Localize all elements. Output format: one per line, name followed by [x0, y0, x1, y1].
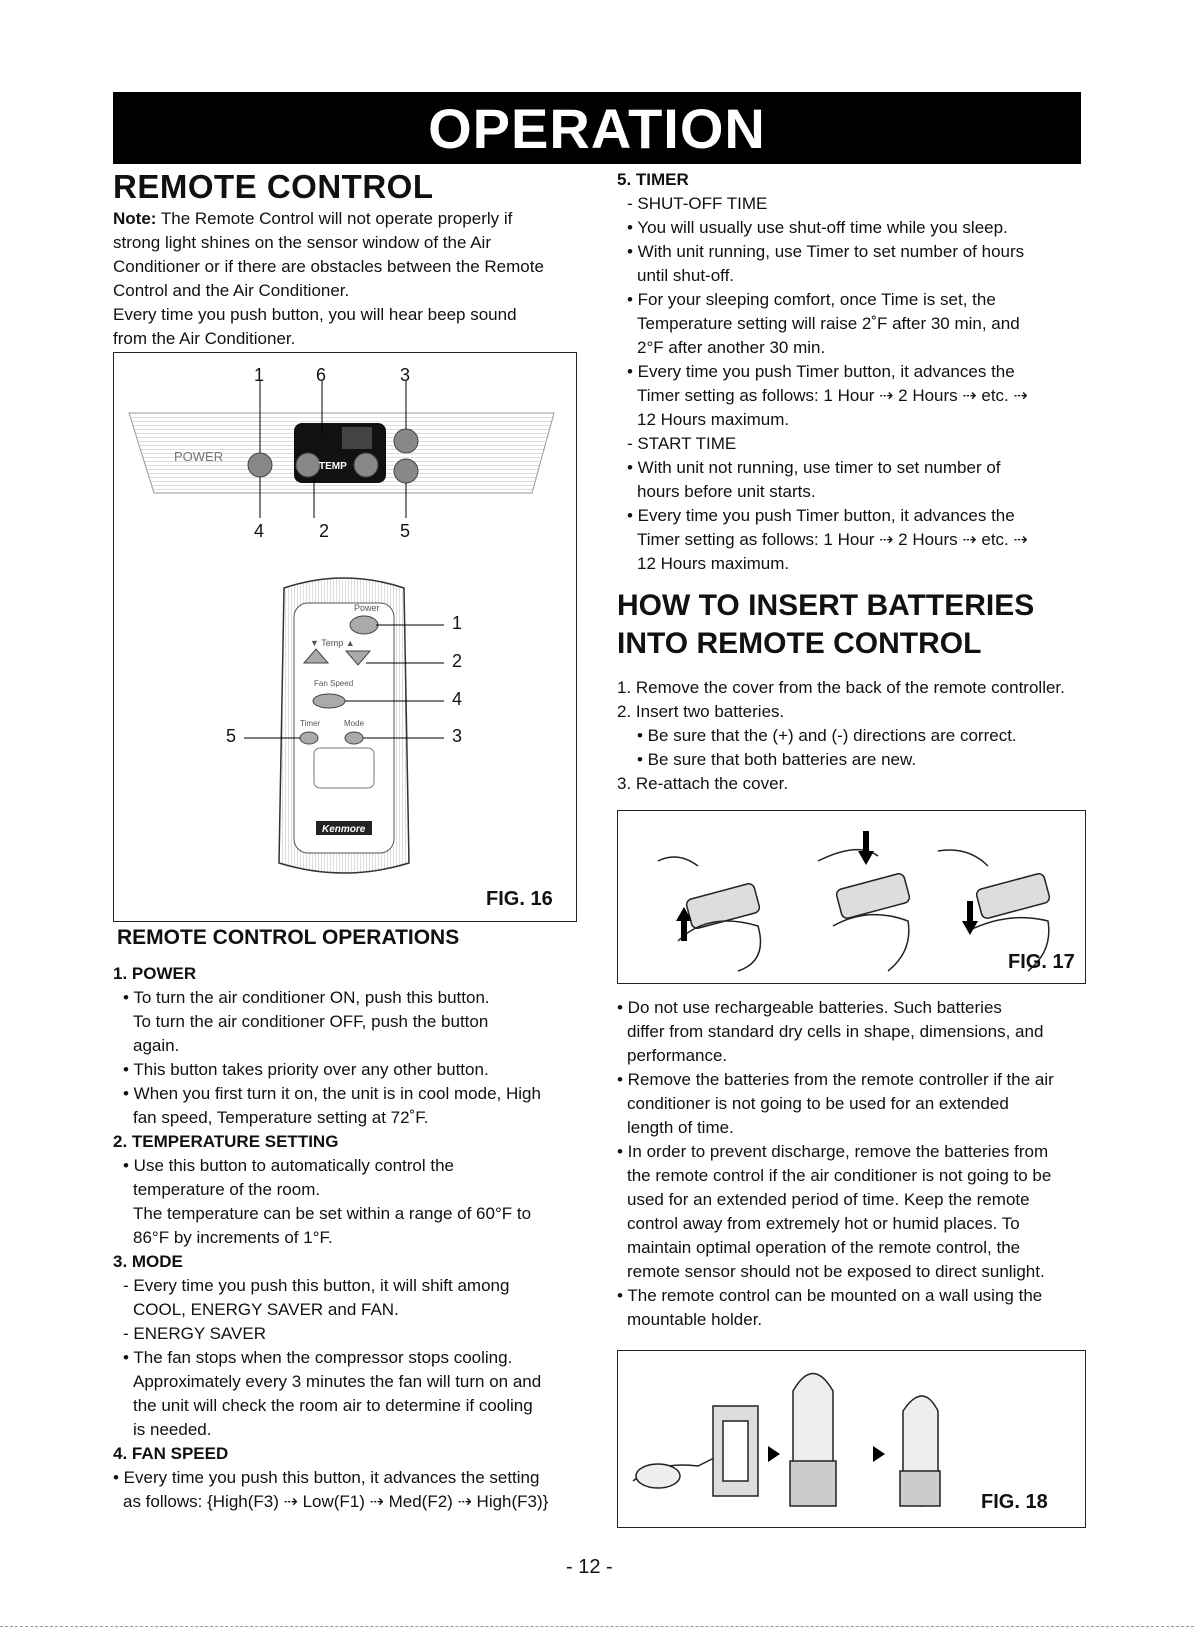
- timer-line: Timer setting as follows: 1 Hour ⇢ 2 Hours ⇢ etc. ⇢: [637, 386, 1028, 405]
- batteries-line: 1. Remove the cover from the back of the remote controller.: [617, 678, 1065, 697]
- note-line: Every time you push button, you will hear beep sound: [113, 305, 517, 324]
- fan-line: as follows: {High(F3) ⇢ Low(F1) ⇢ Med(F2) ⇢ High(F3)}: [123, 1492, 549, 1511]
- timer-line: Temperature setting will raise 2˚F after 30 min, and: [637, 314, 1020, 333]
- temp-heading: 2. TEMPERATURE SETTING: [113, 1132, 339, 1151]
- figure-16: [113, 352, 577, 922]
- mode-line: the unit will check the room air to determine if cooling: [133, 1396, 533, 1415]
- temp-line: • Use this button to automatically control the: [123, 1156, 455, 1175]
- note-line: Conditioner or if there are obstacles between the Remote: [113, 257, 544, 276]
- note-line: The Remote Control will not operate properly if: [160, 209, 513, 228]
- timer-line: • Every time you push Timer button, it advances the: [627, 506, 1015, 525]
- panel-number: 3: [400, 365, 411, 385]
- control-panel-illustration: [114, 353, 576, 921]
- remote-brand-text: Kenmore: [322, 824, 366, 835]
- power-line: • When you first turn it on, the unit is in cool mode, High: [123, 1084, 541, 1103]
- panel-number: 1: [254, 365, 265, 385]
- timer-line: • For your sleeping comfort, once Time is set, the: [627, 290, 996, 309]
- warning-line: the remote control if the air conditioner is not going to be: [627, 1166, 1052, 1185]
- panel-temp-text: TEMP: [319, 461, 347, 472]
- timer-line: • You will usually use shut-off time while you sleep.: [627, 218, 1008, 237]
- timer-line: • With unit running, use Timer to set number of hours: [627, 242, 1025, 261]
- remote-timer-text: Timer: [300, 719, 321, 728]
- page-number: - 12 -: [566, 1556, 613, 1578]
- note-line: from the Air Conditioner.: [113, 329, 296, 348]
- remote-number: 1: [452, 613, 463, 633]
- mode-line: is needed.: [133, 1420, 212, 1439]
- figure-17-label: FIG. 17: [1008, 951, 1075, 973]
- mode-line: - ENERGY SAVER: [123, 1324, 266, 1343]
- mode-line: • The fan stops when the compressor stops cooling.: [123, 1348, 513, 1367]
- warning-line: mountable holder.: [627, 1310, 763, 1329]
- timer-section: [617, 168, 1087, 576]
- power-line: • This button takes priority over any other button.: [123, 1060, 489, 1079]
- remote-power-text: Power: [354, 603, 380, 613]
- timer-line: • Every time you push Timer button, it advances the: [627, 362, 1015, 381]
- batteries-title-line: HOW TO INSERT BATTERIES: [617, 589, 1035, 622]
- batteries-title-line: INTO REMOTE CONTROL: [617, 627, 982, 660]
- warning-line: control away from extremely hot or humid places. To: [627, 1214, 1020, 1233]
- batteries-title: [617, 587, 1034, 663]
- warning-line: conditioner is not going to be used for an extended: [627, 1094, 1009, 1113]
- panel-number: 5: [400, 521, 411, 541]
- power-line: fan speed, Temperature setting at 72˚F.: [133, 1108, 429, 1127]
- fan-line: • Every time you push this button, it advances the setting: [113, 1468, 540, 1487]
- mode-heading: 3. MODE: [113, 1252, 183, 1271]
- timer-line: - START TIME: [627, 434, 737, 453]
- figure-17: [617, 810, 1086, 984]
- figure-18: [617, 1350, 1086, 1528]
- remote-control-title: REMOTE CONTROL: [113, 168, 434, 205]
- page-banner: OPERATION: [113, 92, 1081, 164]
- temp-line: The temperature can be set within a range of 60°F to: [133, 1204, 532, 1223]
- panel-label-text: POWER: [174, 449, 224, 464]
- note-label: Note:: [113, 209, 157, 228]
- batteries-steps: [617, 676, 1087, 796]
- timer-line: 2°F after another 30 min.: [637, 338, 826, 357]
- warning-line: differ from standard dry cells in shape, dimensions, and: [627, 1022, 1044, 1041]
- warnings-list: [617, 996, 1087, 1332]
- figure-16-label: FIG. 16: [486, 888, 553, 910]
- warning-line: remote sensor should not be exposed to direct sunlight.: [627, 1262, 1045, 1281]
- timer-line: 12 Hours maximum.: [637, 410, 790, 429]
- mode-line: COOL, ENERGY SAVER and FAN.: [133, 1300, 399, 1319]
- mode-line: Approximately every 3 minutes the fan will turn on and: [133, 1372, 542, 1391]
- remote-number: 4: [452, 689, 463, 709]
- timer-line: until shut-off.: [637, 266, 735, 285]
- operations-list: [113, 962, 583, 1514]
- power-line: again.: [133, 1036, 180, 1055]
- note-line: strong light shines on the sensor window of the Air: [113, 233, 491, 252]
- remote-mode-text: Mode: [344, 719, 365, 728]
- note-block: [113, 207, 563, 351]
- page-bottom-edge: [0, 1626, 1194, 1627]
- batteries-line: • Be sure that the (+) and (-) directions are correct.: [637, 726, 1017, 745]
- timer-line: 12 Hours maximum.: [637, 554, 790, 573]
- timer-line: • With unit not running, use timer to set number of: [627, 458, 1001, 477]
- batteries-line: 2. Insert two batteries.: [617, 702, 785, 721]
- power-heading: 1. POWER: [113, 964, 197, 983]
- remote-fanspeed-text: Fan Speed: [314, 679, 354, 688]
- warning-line: • Remove the batteries from the remote controller if the air: [617, 1070, 1054, 1089]
- warning-line: used for an extended period of time. Keep the remote: [627, 1190, 1030, 1209]
- batteries-line: • Be sure that both batteries are new.: [637, 750, 917, 769]
- warning-line: length of time.: [627, 1118, 734, 1137]
- warning-line: performance.: [627, 1046, 728, 1065]
- warning-line: • Do not use rechargeable batteries. Such batteries: [617, 998, 1002, 1017]
- remote-temp-text: ▼ Temp ▲: [310, 638, 355, 648]
- warning-line: • In order to prevent discharge, remove the batteries from: [617, 1142, 1049, 1161]
- figure-18-label: FIG. 18: [981, 1491, 1048, 1513]
- timer-line: hours before unit starts.: [637, 482, 816, 501]
- remote-number: 3: [452, 726, 463, 746]
- power-line: To turn the air conditioner OFF, push the button: [133, 1012, 489, 1031]
- panel-number: 6: [316, 365, 327, 385]
- panel-number: 2: [319, 521, 330, 541]
- warning-line: • The remote control can be mounted on a wall using the: [617, 1286, 1043, 1305]
- timer-line: - SHUT-OFF TIME: [627, 194, 768, 213]
- temp-line: 86°F by increments of 1°F.: [133, 1228, 333, 1247]
- batteries-line: 3. Re-attach the cover.: [617, 774, 789, 793]
- mode-line: - Every time you push this button, it will shift among: [123, 1276, 510, 1295]
- warning-line: maintain optimal operation of the remote control, the: [627, 1238, 1021, 1257]
- power-line: • To turn the air conditioner ON, push this button.: [123, 988, 490, 1007]
- operations-title: REMOTE CONTROL OPERATIONS: [117, 926, 460, 949]
- timer-heading: 5. TIMER: [617, 170, 689, 189]
- note-line: Control and the Air Conditioner.: [113, 281, 350, 300]
- timer-line: Timer setting as follows: 1 Hour ⇢ 2 Hours ⇢ etc. ⇢: [637, 530, 1028, 549]
- remote-number: 2: [452, 651, 463, 671]
- fan-heading: 4. FAN SPEED: [113, 1444, 229, 1463]
- panel-number: 4: [254, 521, 265, 541]
- remote-number: 5: [226, 726, 237, 746]
- temp-line: temperature of the room.: [133, 1180, 321, 1199]
